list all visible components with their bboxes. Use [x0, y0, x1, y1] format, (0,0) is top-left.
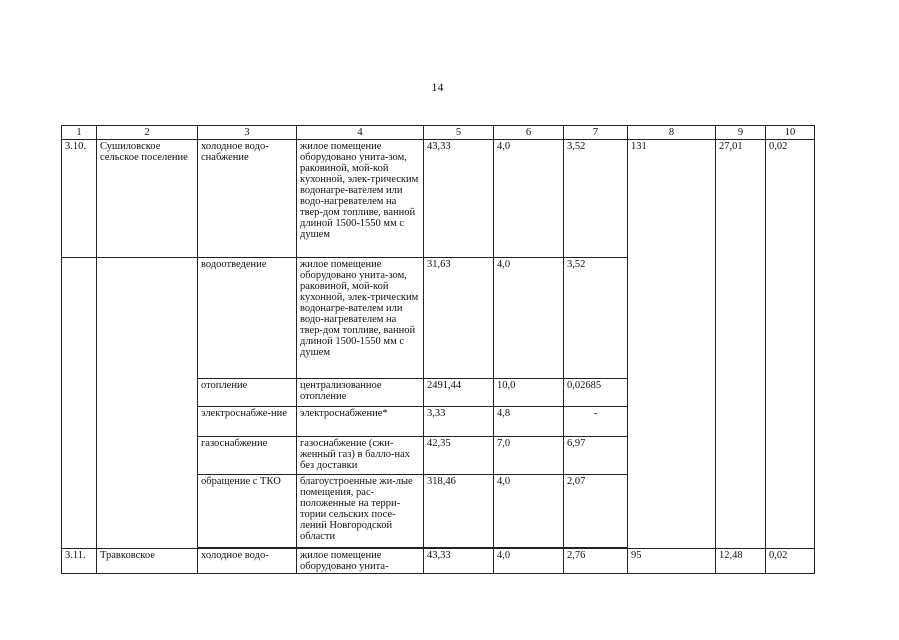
- row-number-empty: [62, 258, 97, 549]
- header-cell: 1: [62, 126, 97, 140]
- value-col5: 43,33: [424, 140, 494, 258]
- header-cell: 3: [198, 126, 297, 140]
- value-col7: 2,07: [564, 475, 628, 548]
- service-name: электроснабже-ние: [198, 407, 297, 437]
- service-description: жилое помещение оборудовано унита-зом, раковиной, мой-кой кухонной, элек-трическим водонагре-вателем или водо-нагревателем на твер-дом топливе, ванной длиной 1500-1550 мм с душем: [297, 258, 424, 379]
- value-col6: 4,8: [494, 407, 564, 437]
- service-name: газоснабжение: [198, 437, 297, 475]
- value-col7: 3,52: [564, 140, 628, 258]
- service-description: электроснабжение*: [297, 407, 424, 437]
- value-col8: 131: [628, 140, 716, 549]
- header-cell: 6: [494, 126, 564, 140]
- value-col6: 4,0: [494, 475, 564, 548]
- value-col5: 43,33: [424, 549, 494, 574]
- service-description: газоснабжение (сжи-женный газ) в балло-нах без доставки: [297, 437, 424, 475]
- value-col6: 7,0: [494, 437, 564, 475]
- header-cell: 4: [297, 126, 424, 140]
- value-col6: 4,0: [494, 258, 564, 379]
- value-col6: 4,0: [494, 549, 564, 574]
- settlement-name-empty: [97, 258, 198, 549]
- service-name: холодное водо-снабжение: [198, 140, 297, 258]
- value-col6: 10,0: [494, 379, 564, 407]
- row-number: 3.10.: [62, 140, 97, 258]
- value-col8: 95: [628, 549, 716, 574]
- value-col7: 3,52: [564, 258, 628, 379]
- value-col5: 2491,44: [424, 379, 494, 407]
- settlement-name: Травковское: [97, 549, 198, 574]
- value-col5: 31,63: [424, 258, 494, 379]
- service-description: жилое помещение оборудовано унита-: [297, 549, 424, 574]
- value-col6: 4,0: [494, 140, 564, 258]
- table-row: [62, 549, 815, 574]
- header-cell: 8: [628, 126, 716, 140]
- value-col7: 2,76: [564, 549, 628, 574]
- header-cell: 2: [97, 126, 198, 140]
- header-cell: 9: [716, 126, 766, 140]
- page-number: 14: [431, 80, 444, 94]
- header-cell: 10: [766, 126, 815, 140]
- service-name: водоотведение: [198, 258, 297, 379]
- row-number: 3.11.: [62, 549, 97, 574]
- value-col7: 6,97: [564, 437, 628, 475]
- header-cell: 7: [564, 126, 628, 140]
- service-description: централизованное отопление: [297, 379, 424, 407]
- value-col10: 0,02: [766, 549, 815, 574]
- value-col7: 0,02685: [564, 379, 628, 407]
- value-col9: 12,48: [716, 549, 766, 574]
- tariff-table: [61, 125, 815, 574]
- settlement-name: Сушиловское сельское поселение: [97, 140, 198, 258]
- service-name: холодное водо-: [198, 549, 297, 574]
- service-description: благоустроенные жи-лые помещения, рас-положенные на терри-тории сельских посе-лений Новгородской области: [297, 475, 424, 548]
- table-row: [62, 140, 815, 258]
- service-description: жилое помещение оборудовано унита-зом, раковиной, мой-кой кухонной, элек-трическим водонагре-вателем или водо-нагревателем на твер-дом топливе, ванной длиной 1500-1550 мм с душем: [297, 140, 424, 258]
- value-col7: -: [564, 407, 628, 437]
- value-col5: 318,46: [424, 475, 494, 548]
- value-col10: 0,02: [766, 140, 815, 549]
- value-col9: 27,01: [716, 140, 766, 549]
- header-cell: 5: [424, 126, 494, 140]
- service-name: обращение с ТКО: [198, 475, 297, 548]
- value-col5: 3,33: [424, 407, 494, 437]
- table-header-row: [62, 126, 815, 140]
- service-name: отопление: [198, 379, 297, 407]
- value-col5: 42,35: [424, 437, 494, 475]
